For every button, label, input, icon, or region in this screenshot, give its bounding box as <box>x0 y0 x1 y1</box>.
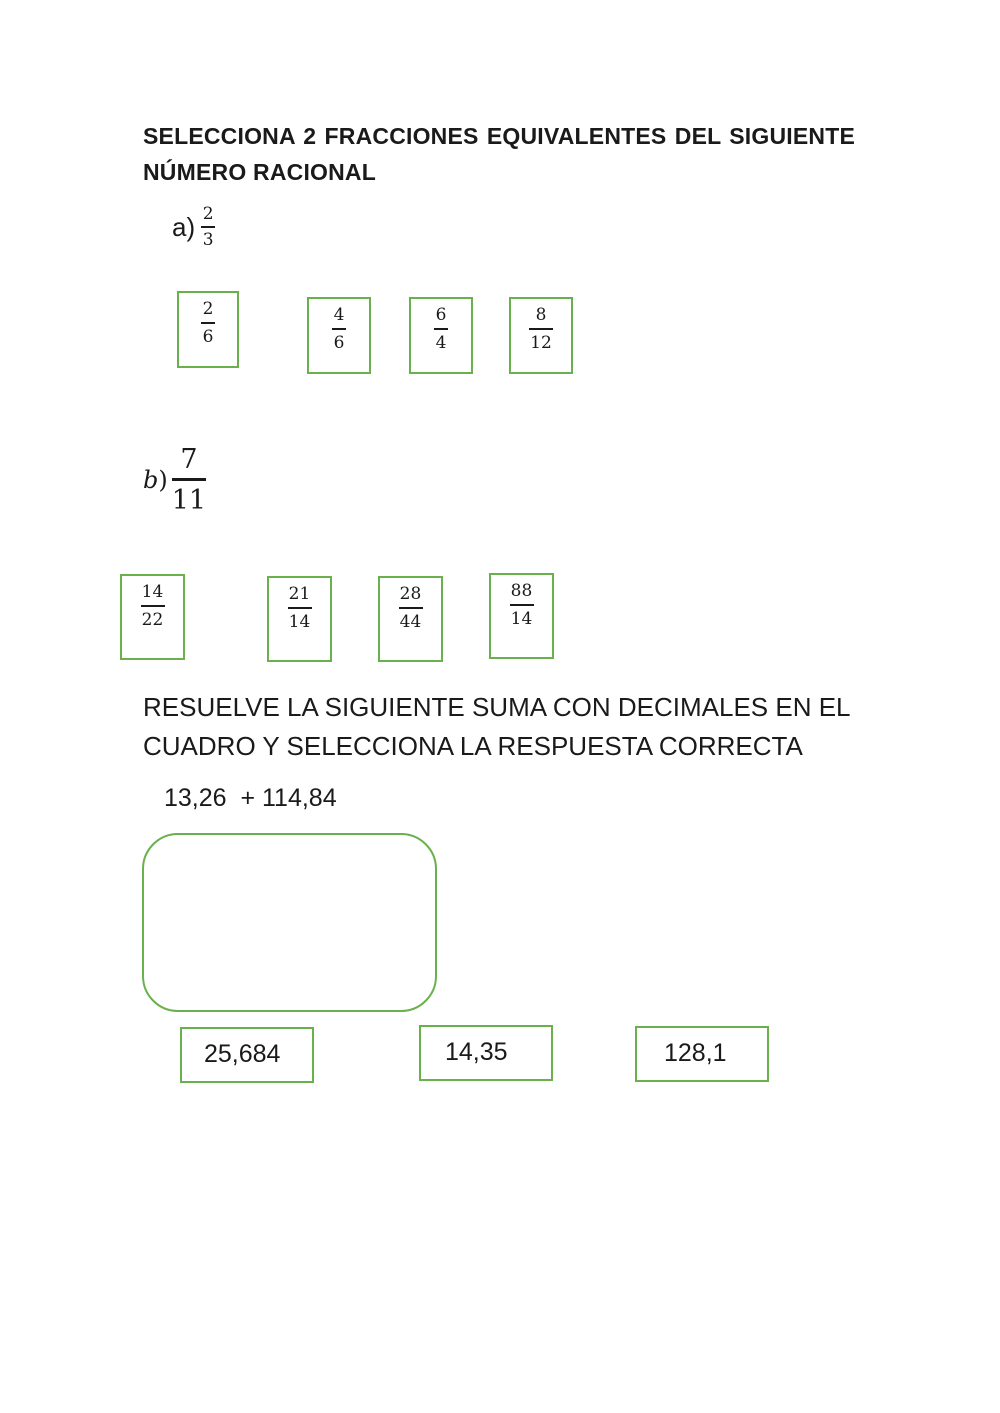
option-b-1[interactable] <box>120 574 185 660</box>
question-b-fraction <box>172 446 206 514</box>
fraction-bar <box>529 328 553 330</box>
question-a-letter: a) <box>172 211 196 242</box>
fraction-bar <box>399 607 423 609</box>
fraction-numerator: 7 <box>180 444 198 475</box>
fraction-denominator: 14 <box>510 608 533 629</box>
fraction-numerator: 88 <box>510 581 533 601</box>
sum-operation: 13,26 + 114,84 <box>164 784 337 812</box>
fraction-denominator: 44 <box>399 611 422 632</box>
option-a-3[interactable] <box>409 297 473 374</box>
fraction-numerator: 6 <box>435 305 447 325</box>
fraction-bar <box>288 607 312 609</box>
option-a-4[interactable] <box>509 297 573 374</box>
question-b-paren: ) <box>158 465 168 494</box>
fraction-denominator: 6 <box>202 326 214 347</box>
instruction-decimal-sum: RESUELVE LA SIGUIENTE SUMA CON DECIMALES EN EL CUADRO Y SELECCIONA LA RESPUESTA CORRECTA <box>143 692 850 761</box>
fraction-bar <box>510 604 534 606</box>
instruction-equivalent-fractions: SELECCIONA 2 FRACCIONES EQUIVALENTES DEL SIGUIENTE NÚMERO RACIONAL <box>143 123 855 185</box>
fraction-bar <box>172 478 206 481</box>
option-a-1[interactable] <box>177 291 239 368</box>
fraction-denominator: 11 <box>171 484 207 516</box>
fraction-denominator: 6 <box>333 332 345 353</box>
fraction-denominator: 4 <box>435 332 447 353</box>
fraction-denominator: 12 <box>530 332 552 353</box>
fraction-numerator: 28 <box>399 584 422 604</box>
fraction-bar <box>434 328 448 330</box>
fraction-bar <box>201 322 215 324</box>
fraction-denominator: 14 <box>288 611 311 632</box>
option-a-2[interactable] <box>307 297 371 374</box>
option-b-2[interactable] <box>267 576 332 662</box>
answer-option-1[interactable]: 25,684 <box>180 1027 314 1083</box>
question-a-fraction <box>201 206 215 249</box>
question-b-label <box>143 446 206 514</box>
fraction-numerator: 2 <box>202 204 214 224</box>
option-b-3[interactable] <box>378 576 443 662</box>
option-b-4[interactable] <box>489 573 554 659</box>
answer-input-box[interactable] <box>142 833 437 1012</box>
answer-option-3[interactable]: 128,1 <box>635 1026 769 1082</box>
question-a-label <box>172 206 215 249</box>
fraction-bar <box>201 226 215 228</box>
fraction-numerator: 8 <box>535 305 547 325</box>
fraction-numerator: 21 <box>288 584 311 604</box>
fraction-numerator: 14 <box>141 582 164 602</box>
question-b-letter: b <box>143 465 159 494</box>
answer-option-2[interactable]: 14,35 <box>419 1025 553 1081</box>
fraction-bar <box>332 328 346 330</box>
fraction-denominator: 3 <box>202 229 214 250</box>
fraction-numerator: 2 <box>202 299 214 319</box>
fraction-numerator: 4 <box>333 305 345 325</box>
fraction-bar <box>141 605 165 607</box>
fraction-denominator: 22 <box>141 609 164 630</box>
